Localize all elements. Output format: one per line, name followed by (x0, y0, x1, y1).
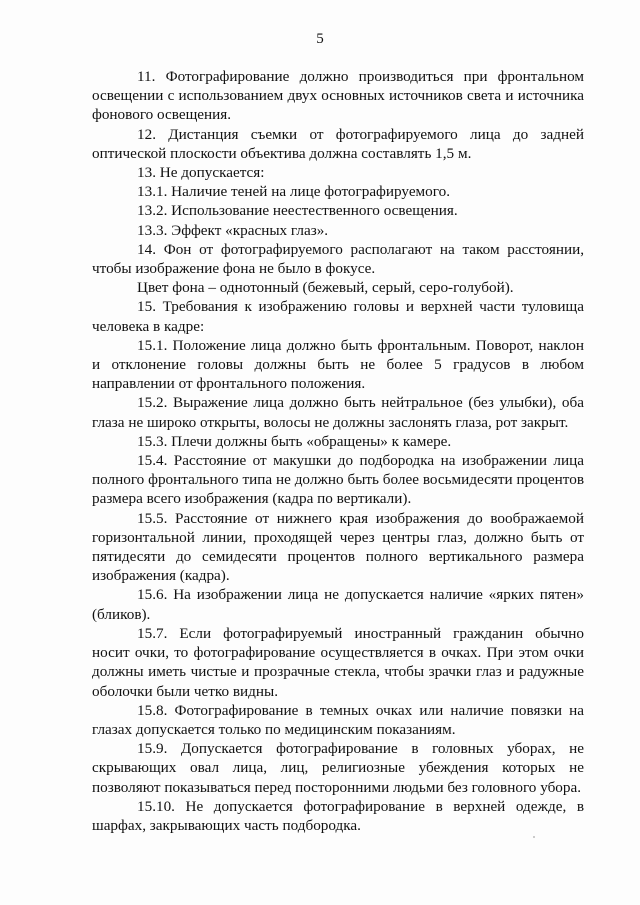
paragraph-15-7: 15.7. Если фотографируемый иностранный гражданин обычно носит очки, то фотографирование осуществляется в очках. При этом очки должны иметь чистые и прозрачные стекла, чтобы зрачки глаз и радужные оболочки были четко видны. (92, 624, 584, 700)
paragraph-15-3: 15.3. Плечи должны быть «обращены» к камере. (137, 432, 452, 450)
scan-speck (533, 836, 535, 838)
paragraph-11: 11. Фотографирование должно производиться при фронтальном освещении с использованием двух основных источников света и источника фонового освещения. (92, 68, 584, 124)
paragraph-15-2: 15.2. Выражение лица должно быть нейтральное (без улыбки), оба глаза не широко открыты, волосы не должны заслонять глаза, рот закрыт. (92, 394, 584, 431)
paragraph-13-3: 13.3. Эффект «красных глаз». (137, 221, 329, 239)
paragraph-13: 13. Не допускается: (137, 164, 265, 182)
paragraph-15-5: 15.5. Расстояние от нижнего края изображения до воображаемой горизонтальной линии, проходящей через центры глаз, должно быть от пятидесяти до семидесяти процентов полного вертикального размера изображения (кадра). (92, 509, 584, 585)
paragraph-13-2: 13.2. Использование неестественного освещения. (137, 202, 458, 220)
paragraph-15-6: 15.6. На изображении лица не допускается наличие «ярких пятен» (бликов). (92, 586, 584, 623)
paragraph-15-4: 15.4. Расстояние от макушки до подбородка на изображении лица полного фронтального типа не должно быть более восьмидесяти процентов размера всего изображения (кадра по вертикали). (92, 452, 584, 508)
paragraph-13-1: 13.1. Наличие теней на лице фотографируемого. (137, 183, 451, 201)
paragraph-12: 12. Дистанция съемки от фотографируемого лица до задней оптической плоскости объектива должна составлять 1,5 м. (92, 125, 584, 162)
paragraph-background-color: Цвет фона – однотонный (бежевый, серый, серо-голубой). (137, 279, 514, 297)
paragraph-14: 14. Фон от фотографируемого располагают на таком расстоянии, чтобы изображение фона не было в фокусе. (92, 240, 584, 278)
paragraph-15-9: 15.9. Допускается фотографирование в головных уборах, не скрывающих овал лица, лиц, религиозные убеждения которых не позволяют показываться перед посторонними людьми без головного убора. (92, 740, 584, 796)
paragraph-15: 15. Требования к изображению головы и верхней части туловища человека в кадре: (92, 298, 584, 335)
document-body (92, 67, 584, 835)
paragraph-15-8: 15.8. Фотографирование в темных очках или наличие повязки на глазах допускается только по медицинским показаниям. (92, 701, 584, 738)
paragraph-15-10: 15.10. Не допускается фотографирование в верхней одежде, в шарфах, закрывающих часть подбородка. (92, 797, 584, 834)
paragraph-15-1: 15.1. Положение лица должно быть фронтальным. Поворот, наклон и отклонение головы должны быть не более 5 градусов в любом направлении от фронтального положения. (92, 336, 584, 393)
page-number: 5 (316, 31, 324, 47)
